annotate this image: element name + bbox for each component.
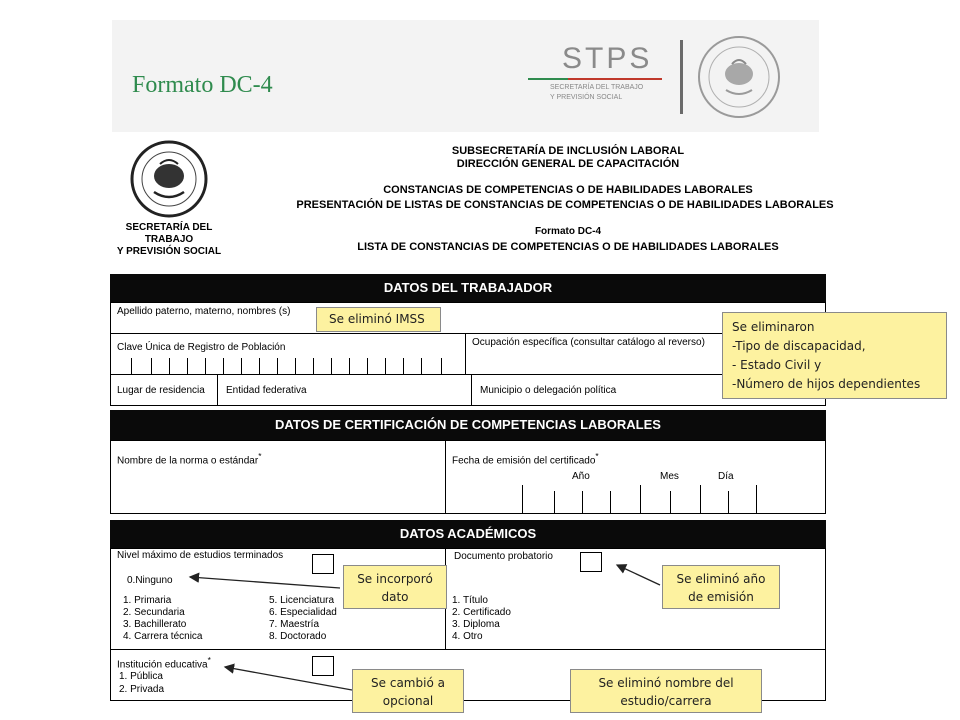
note-opcional-line-1: Se cambió a [371,676,445,690]
municipio-label: Municipio o delegación política [480,385,617,396]
nivel-primaria: 1. Primaria [123,595,172,606]
nivel-especialidad: 6. Especialidad [269,607,337,618]
institucion-label-text: Institución educativa [117,659,208,671]
nivel-carrera-tecnica: 4. Carrera técnica [123,631,203,642]
documento-label: Documento probatorio [454,551,553,562]
fecha-label-text: Fecha de emisión del certificado [452,455,596,467]
documento-otro: 4. Otro [452,631,483,642]
note-nombre-estudio-line-2: estudio/carrera [620,694,712,708]
note-opcional-line-2: opcional [382,694,434,708]
documento-titulo: 1. Título [452,595,488,606]
note-incorporo-line-2: dato [381,590,409,604]
note-eliminaron-line-1: Se eliminaron [732,320,815,334]
nivel-doctorado: 8. Doctorado [269,631,327,642]
nivel-licenciatura: 5. Licenciatura [269,595,335,606]
entidad-label: Entidad federativa [226,385,307,396]
note-nombre-estudio [570,669,762,713]
note-imss: Se eliminó IMSS [316,307,441,332]
stps-subtitle-2: Y PREVISIÓN SOCIAL [550,94,623,101]
norma-label-text: Nombre de la norma o estándar [117,455,259,467]
documento-certificado: 2. Certificado [452,607,511,618]
apellido-label: Apellido paterno, materno, nombres (s) [117,306,291,317]
note-eliminaron-line-4: -Número de hijos dependientes [732,377,921,391]
nivel-label: Nivel máximo de estudios terminados [117,550,284,561]
note-incorporo [343,565,447,609]
direccion-heading: DIRECCIÓN GENERAL DE CAPACITACIÓN [456,158,680,170]
nivel-secundaria: 2. Secundaria [123,607,185,618]
constancias-heading: CONSTANCIAS DE COMPETENCIAS O DE HABILIDADES LABORALES [383,184,753,196]
ocupacion-label: Ocupación específica (consultar catálogo al reverso) [472,337,705,348]
residencia-label: Lugar de residencia [117,385,205,396]
mes-label: Mes [660,471,679,482]
stps-subtitle-1: SECRETARÍA DEL TRABAJO [550,84,644,91]
formato-heading: Formato DC-4 [534,226,602,237]
secretaria-line-2: Y PREVISIÓN SOCIAL [116,246,222,257]
note-eliminaron-line-3: - Estado Civil y [732,358,822,372]
documento-diploma: 3. Diploma [452,619,500,630]
secretaria-line-1: SECRETARÍA DEL TRABAJO [125,222,213,245]
anio-label: Año [572,471,590,482]
institucion-asterisk: * [207,655,211,665]
stps-wordmark: STPS [562,42,653,75]
section-trabajador-title: DATOS DEL TRABAJADOR [110,274,826,302]
arrow-opcional [225,667,352,690]
note-incorporo-line-1: Se incorporó [357,572,433,586]
institucion-privada: 2. Privada [119,684,165,695]
nivel-ninguno: 0.Ninguno [127,575,173,586]
norma-asterisk: * [258,451,262,461]
presentacion-heading: PRESENTACIÓN DE LISTAS DE CONSTANCIAS DE COMPETENCIAS O DE HABILIDADES LABORALES [296,199,834,211]
dia-label: Día [718,471,734,482]
note-anio-emision-line-1: Se eliminó año [676,572,766,586]
lista-heading: LISTA DE CONSTANCIAS DE COMPETENCIAS O DE HABILIDADES LABORALES [357,241,779,253]
curp-label: Clave Única de Registro de Población [117,342,286,353]
arrow-anio-emision [617,565,660,585]
note-eliminaron-line-2: -Tipo de discapacidad, [732,339,866,353]
nivel-bachillerato: 3. Bachillerato [123,619,187,630]
section-academicos-title: DATOS ACADÉMICOS [110,520,826,548]
fecha-asterisk: * [595,451,599,461]
slide-title: Formato DC-4 [132,72,273,98]
note-anio-emision [662,565,780,609]
note-eliminaron [722,312,947,399]
note-opcional [352,669,464,713]
arrow-incorporo [190,577,340,588]
section-certificacion-title: DATOS DE CERTIFICACIÓN DE COMPETENCIAS LABORALES [110,410,826,440]
note-anio-emision-line-2: de emisión [688,590,754,604]
note-nombre-estudio-line-1: Se eliminó nombre del [598,676,734,690]
nivel-maestria: 7. Maestría [269,619,320,630]
institucion-publica: 1. Pública [119,671,163,682]
subsecretaria-heading: SUBSECRETARÍA DE INCLUSIÓN LABORAL [451,145,685,157]
